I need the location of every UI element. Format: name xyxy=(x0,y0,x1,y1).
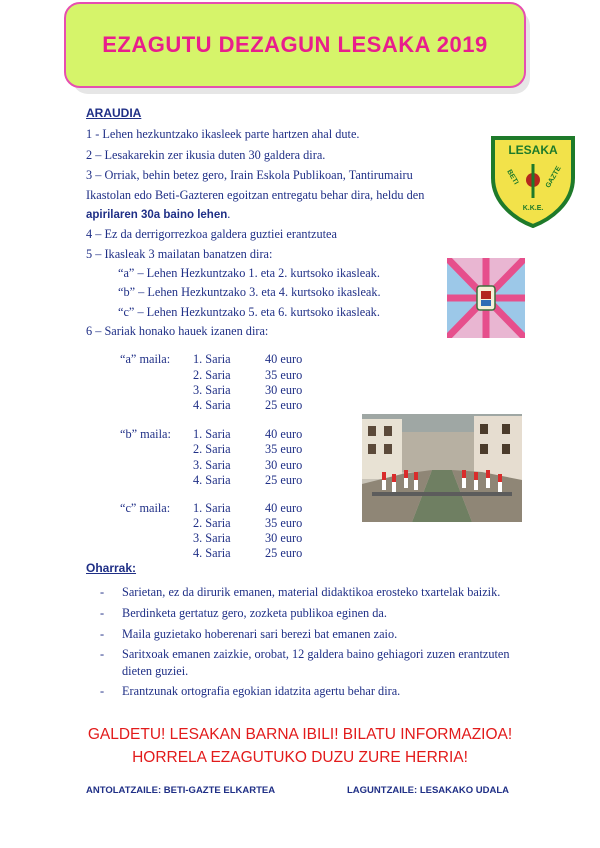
logo-text: LESAKA xyxy=(508,143,558,157)
prize-rank: 1. Saria xyxy=(193,501,231,515)
prize-level-label: “c” maila: xyxy=(120,501,171,515)
rule-line-2: 2 – Lesakarekin zer ikusia duten 30 galdera dira. xyxy=(86,148,326,162)
note-bullet: - xyxy=(100,647,105,661)
prize-rank: 4. Saria xyxy=(193,398,231,412)
footer-organizer: ANTOLATZAILE: BETI-GAZTE ELKARTEA xyxy=(86,785,276,796)
prize-level-label: “b” maila: xyxy=(120,427,171,441)
page-title: EZAGUTU DEZAGUN LESAKA 2019 xyxy=(102,32,488,57)
beti-gazte-logo xyxy=(489,134,577,228)
dancers-photo xyxy=(362,414,522,522)
rule-line-6: 6 – Sariak honako hauek izanen dira: xyxy=(86,324,269,338)
rule-deadline: apirilaren 30a baino lehen xyxy=(86,209,228,221)
prize-amount: 25 euro xyxy=(265,473,303,487)
rule-line-1: 1 - Lehen hezkuntzako ikasleek parte hartzen ahal dute. xyxy=(86,127,360,141)
note-bullet: - xyxy=(100,585,105,599)
prize-amount: 40 euro xyxy=(265,352,303,366)
prize-rank: 4. Saria xyxy=(193,473,231,487)
note-item: Maila guzietako hoberenari sari berezi bat emanen zaio. xyxy=(122,627,398,641)
prize-amount: 30 euro xyxy=(265,383,303,397)
rule-deadline-line xyxy=(86,207,230,222)
rule-line-3b: Ikastolan edo Beti-Gazteren egoitzan entregatu behar dira, heldu den xyxy=(86,188,425,202)
rule-line-3: 3 – Orriak, behin betez gero, Irain Eskola Publikoan, Tantirumairu xyxy=(86,168,413,182)
prize-rank: 2. Saria xyxy=(193,442,231,456)
title-banner xyxy=(64,2,526,88)
note-item: Saritxoak emanen zaizkie, orobat, 12 galdera baino gehiagori zuzen erantzuten xyxy=(122,647,510,661)
prize-rank: 2. Saria xyxy=(193,368,231,382)
prize-amount: 35 euro xyxy=(265,442,303,456)
level-b-line: “b” – Lehen Hezkuntzako 3. eta 4. kurtsoko ikasleak. xyxy=(118,285,381,299)
logo-initials: K.K.E. xyxy=(522,205,544,212)
rule-line-4: 4 – Ez da derrigorrezkoa galdera guztiei erantzutea xyxy=(86,227,337,241)
rule-deadline-suffix: . xyxy=(227,207,231,221)
prize-amount: 40 euro xyxy=(265,501,303,515)
prize-rank: 3. Saria xyxy=(193,383,231,397)
prize-amount: 30 euro xyxy=(265,531,303,545)
note-bullet: - xyxy=(100,606,105,620)
logo-side-right: GAZTE xyxy=(544,165,563,190)
prize-rank: 3. Saria xyxy=(193,458,231,472)
rules-heading: ARAUDIA xyxy=(86,106,142,120)
note-item: Erantzunak ortografia egokian idatzita agertu behar dira. xyxy=(122,684,401,698)
level-c-line: “c” – Lehen Hezkuntzako 5. eta 6. kurtsoko ikasleak. xyxy=(118,305,380,319)
prize-amount: 30 euro xyxy=(265,458,303,472)
lesaka-flag xyxy=(447,258,525,338)
level-a-line: “a” – Lehen Hezkuntzako 1. eta 2. kurtsoko ikasleak. xyxy=(118,266,380,280)
slogan-line-1: GALDETU! LESAKAN BARNA IBILI! BILATU INFORMAZIOA! xyxy=(87,726,513,743)
footer-sponsor: LAGUNTZAILE: LESAKAKO UDALA xyxy=(347,785,510,796)
notes-heading: Oharrak: xyxy=(86,561,137,575)
note-item: Berdinketa gertatuz gero, zozketa publikoa eginen da. xyxy=(122,606,387,620)
prize-rank: 1. Saria xyxy=(193,427,231,441)
logo-side-left: BETI xyxy=(505,168,520,186)
note-item-cont: dieten guziei. xyxy=(122,664,189,678)
prize-rank: 4. Saria xyxy=(193,546,231,560)
slogan-line-2: HORRELA EZAGUTUKO DUZU ZURE HERRIA! xyxy=(132,749,468,766)
prize-rank: 2. Saria xyxy=(193,516,231,530)
prize-amount: 35 euro xyxy=(265,516,303,530)
prize-amount: 40 euro xyxy=(265,427,303,441)
prize-amount: 35 euro xyxy=(265,368,303,382)
prize-rank: 1. Saria xyxy=(193,352,231,366)
note-bullet: - xyxy=(100,627,105,641)
note-item: Sarietan, ez da dirurik emanen, material didaktikoa erosteko txartelak baizik. xyxy=(122,585,501,599)
prize-rank: 3. Saria xyxy=(193,531,231,545)
prize-level-label: “a” maila: xyxy=(120,352,171,366)
note-bullet: - xyxy=(100,684,105,698)
prize-amount: 25 euro xyxy=(265,546,303,560)
rule-line-5: 5 – Ikasleak 3 mailatan banatzen dira: xyxy=(86,247,273,261)
prize-amount: 25 euro xyxy=(265,398,303,412)
